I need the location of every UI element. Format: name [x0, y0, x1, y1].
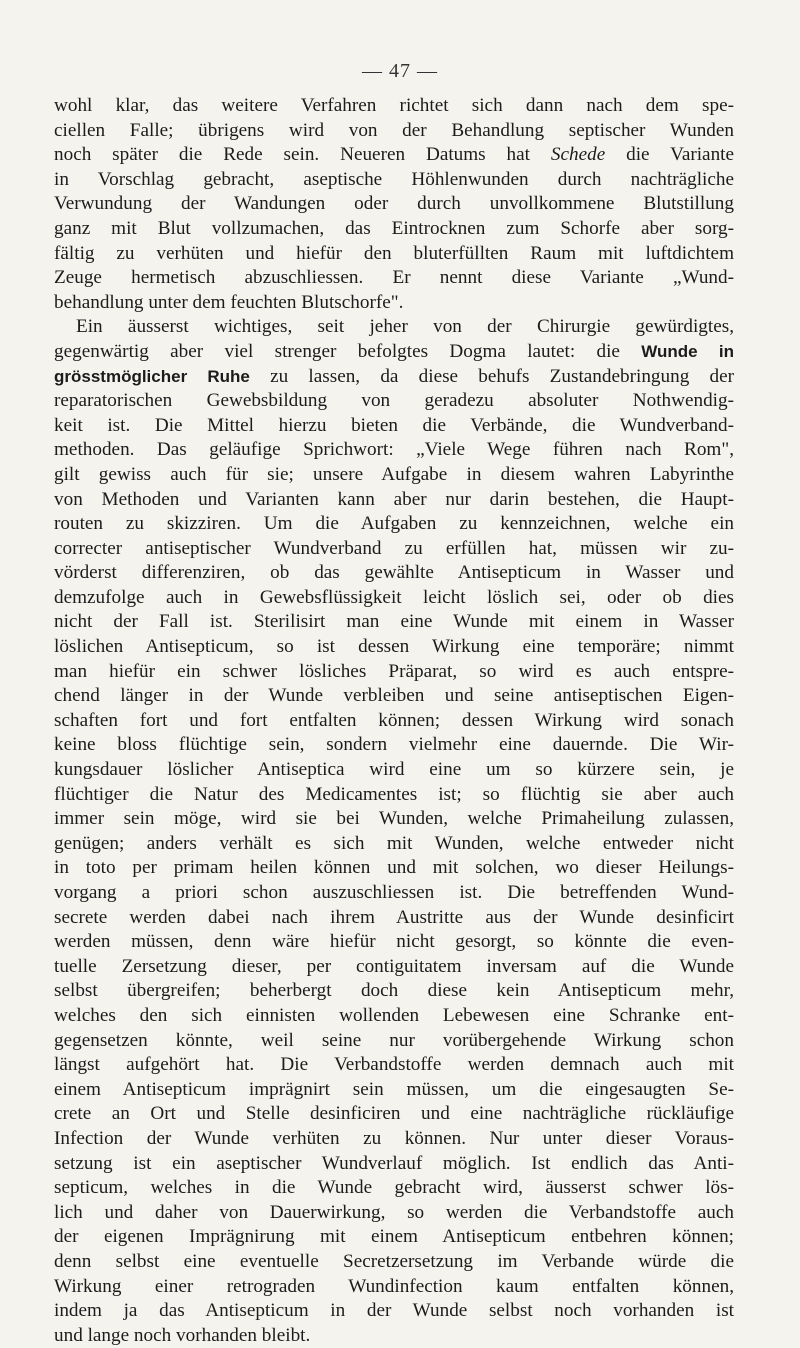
text-line: man hiefür ein schwer lösliches Präparat, so wird es auch entspre- [54, 660, 734, 682]
text-line [54, 340, 734, 365]
text-line: gilt gewiss auch für sie; unsere Aufgabe in diesem wahren Labyrinthe [54, 463, 734, 485]
text-line: genügen; anders verhält es sich mit Wunden, welche entweder nicht [54, 832, 734, 854]
text-line: indem ja das Antisepticum in der Wunde selbst noch vorhanden ist [54, 1300, 734, 1322]
emphasis-text: grösstmöglicher Ruhe [54, 366, 250, 386]
text-line: behandlung unter dem feuchten Blutschorfe". [54, 291, 404, 313]
text-line: nicht der Fall ist. Sterilisirt man eine Wunde mit einem in Wasser [54, 611, 734, 633]
text-line: Wirkung einer retrograden Wundinfection kaum entfalten können, [54, 1275, 734, 1297]
text-line: werden müssen, denn wäre hiefür nicht gesorgt, so könnte die even- [54, 931, 734, 953]
text-line: selbst übergreifen; beherbergt doch diese kein Antisepticum mehr, [54, 980, 734, 1002]
text-line: secrete werden dabei nach ihrem Austritte aus der Wunde desinficirt [54, 906, 734, 928]
text-line: flüchtiger die Natur des Medicamentes ist; so flüchtig sie aber auch [54, 783, 734, 805]
text-line: Verwundung der Wandungen oder durch unvollkommene Blutstillung [54, 193, 734, 215]
text-line: demzufolge auch in Gewebsflüssigkeit leicht löslich sei, oder ob dies [54, 586, 734, 608]
text-line: in Vorschlag gebracht, aseptische Höhlenwunden durch nachträgliche [54, 168, 734, 190]
text-line: ciellen Falle; übrigens wird von der Behandlung septischer Wunden [54, 119, 734, 141]
text-line: chend länger in der Wunde verbleiben und seine antiseptischen Eigen- [54, 685, 734, 707]
text-line: setzung ist ein aseptischer Wundverlauf möglich. Ist endlich das Anti- [54, 1152, 734, 1174]
text-line: der eigenen Imprägnirung mit einem Antisepticum entbehren können; [54, 1226, 734, 1248]
text-line: routen zu skizziren. Um die Aufgaben zu kennzeichnen, welche ein [54, 513, 734, 535]
text-line: correcter antiseptischer Wundverband zu erfüllen hat, müssen wir zu- [54, 537, 734, 559]
text-segment: zu lassen, da diese behufs Zustandebringung der [270, 365, 734, 387]
text-line: septicum, welches in die Wunde gebracht wird, äusserst schwer lös- [54, 1177, 734, 1199]
text-line: einem Antisepticum imprägnirt sein müssen, um die eingesaugten Se- [54, 1078, 734, 1100]
text-line: Ein äusserst wichtiges, seit jeher von der Chirurgie gewürdigtes, [76, 316, 734, 338]
text-segment: gegenwärtig aber viel strenger befolgtes Dogma lautet: die [54, 340, 620, 362]
text-line: wohl klar, das weitere Verfahren richtet sich dann nach dem spe- [54, 95, 734, 116]
text-line: Infection der Wunde verhüten zu können. Nur unter dieser Voraus- [54, 1127, 734, 1149]
text-line: crete an Ort und Stelle desinficiren und eine nachträgliche rückläufige [54, 1103, 734, 1125]
text-line: lich und daher von Dauerwirkung, so werden die Verbandstoffe auch [54, 1201, 734, 1223]
text-line: methoden. Das geläufige Sprichwort: „Viele Wege führen nach Rom", [54, 439, 734, 461]
text-segment: die Variante [626, 144, 734, 166]
text-line: längst aufgehört hat. Die Verbandstoffe werden demnach auch mit [54, 1054, 734, 1076]
text-line: und lange noch vorhanden bleibt. [54, 1324, 311, 1346]
text-line: keine bloss flüchtige sein, sondern vielmehr eine dauernde. Die Wir- [54, 734, 734, 756]
text-line: fältig zu verhüten und hiefür den bluterfüllten Raum mit luftdichtem [54, 242, 734, 264]
text-line: Zeuge hermetisch abzuschliessen. Er nennt diese Variante „Wund- [54, 267, 734, 289]
page-number: — 47 — [362, 60, 438, 82]
text-line: von Methoden und Varianten kann aber nur darin bestehen, die Haupt- [54, 488, 734, 510]
text-segment: noch später die Rede sein. Neueren Datums hat [54, 144, 530, 166]
text-line: denn selbst eine eventuelle Secretzersetzung im Verbande würde die [54, 1250, 734, 1272]
body-text [54, 94, 734, 1348]
text-line: reparatorischen Gewebsbildung von geradezu absoluter Nothwendig- [54, 390, 734, 412]
text-line: gegensetzen könnte, weil seine nur vorübergehende Wirkung schon [54, 1029, 734, 1051]
text-line: vorgang a priori schon auszuschliessen ist. Die betreffenden Wund- [54, 882, 734, 903]
text-line: keit ist. Die Mittel hierzu bieten die Verbände, die Wundverband- [54, 414, 734, 436]
text-line: in toto per primam heilen können und mit solchen, wo dieser Heilungs- [54, 857, 734, 879]
text-line: ganz mit Blut vollzumachen, das Eintrocknen zum Schorfe aber sorg- [54, 217, 734, 239]
author-name-schede: Schede [550, 144, 606, 166]
text-line: immer sein möge, wird sie bei Wunden, welche Primaheilung zulassen, [54, 808, 734, 830]
text-line: tuelle Zersetzung dieser, per contiguitatem inversam auf die Wunde [54, 955, 734, 977]
text-line: welches den sich einnisten wollenden Lebewesen eine Schranke ent- [54, 1004, 734, 1026]
text-line: kungsdauer löslicher Antiseptica wird eine um so kürzere sein, je [54, 759, 734, 781]
text-line: löslichen Antisepticum, so ist dessen Wirkung eine temporäre; nimmt [54, 636, 734, 658]
emphasis-text: Wunde in [641, 341, 734, 361]
text-line [54, 365, 734, 390]
text-line: vörderst differenziren, ob das gewählte Antisepticum in Wasser und [54, 562, 734, 584]
text-line: schaften fort und fort entfalten können; dessen Wirkung wird sonach [54, 709, 734, 731]
text-line [54, 143, 734, 168]
